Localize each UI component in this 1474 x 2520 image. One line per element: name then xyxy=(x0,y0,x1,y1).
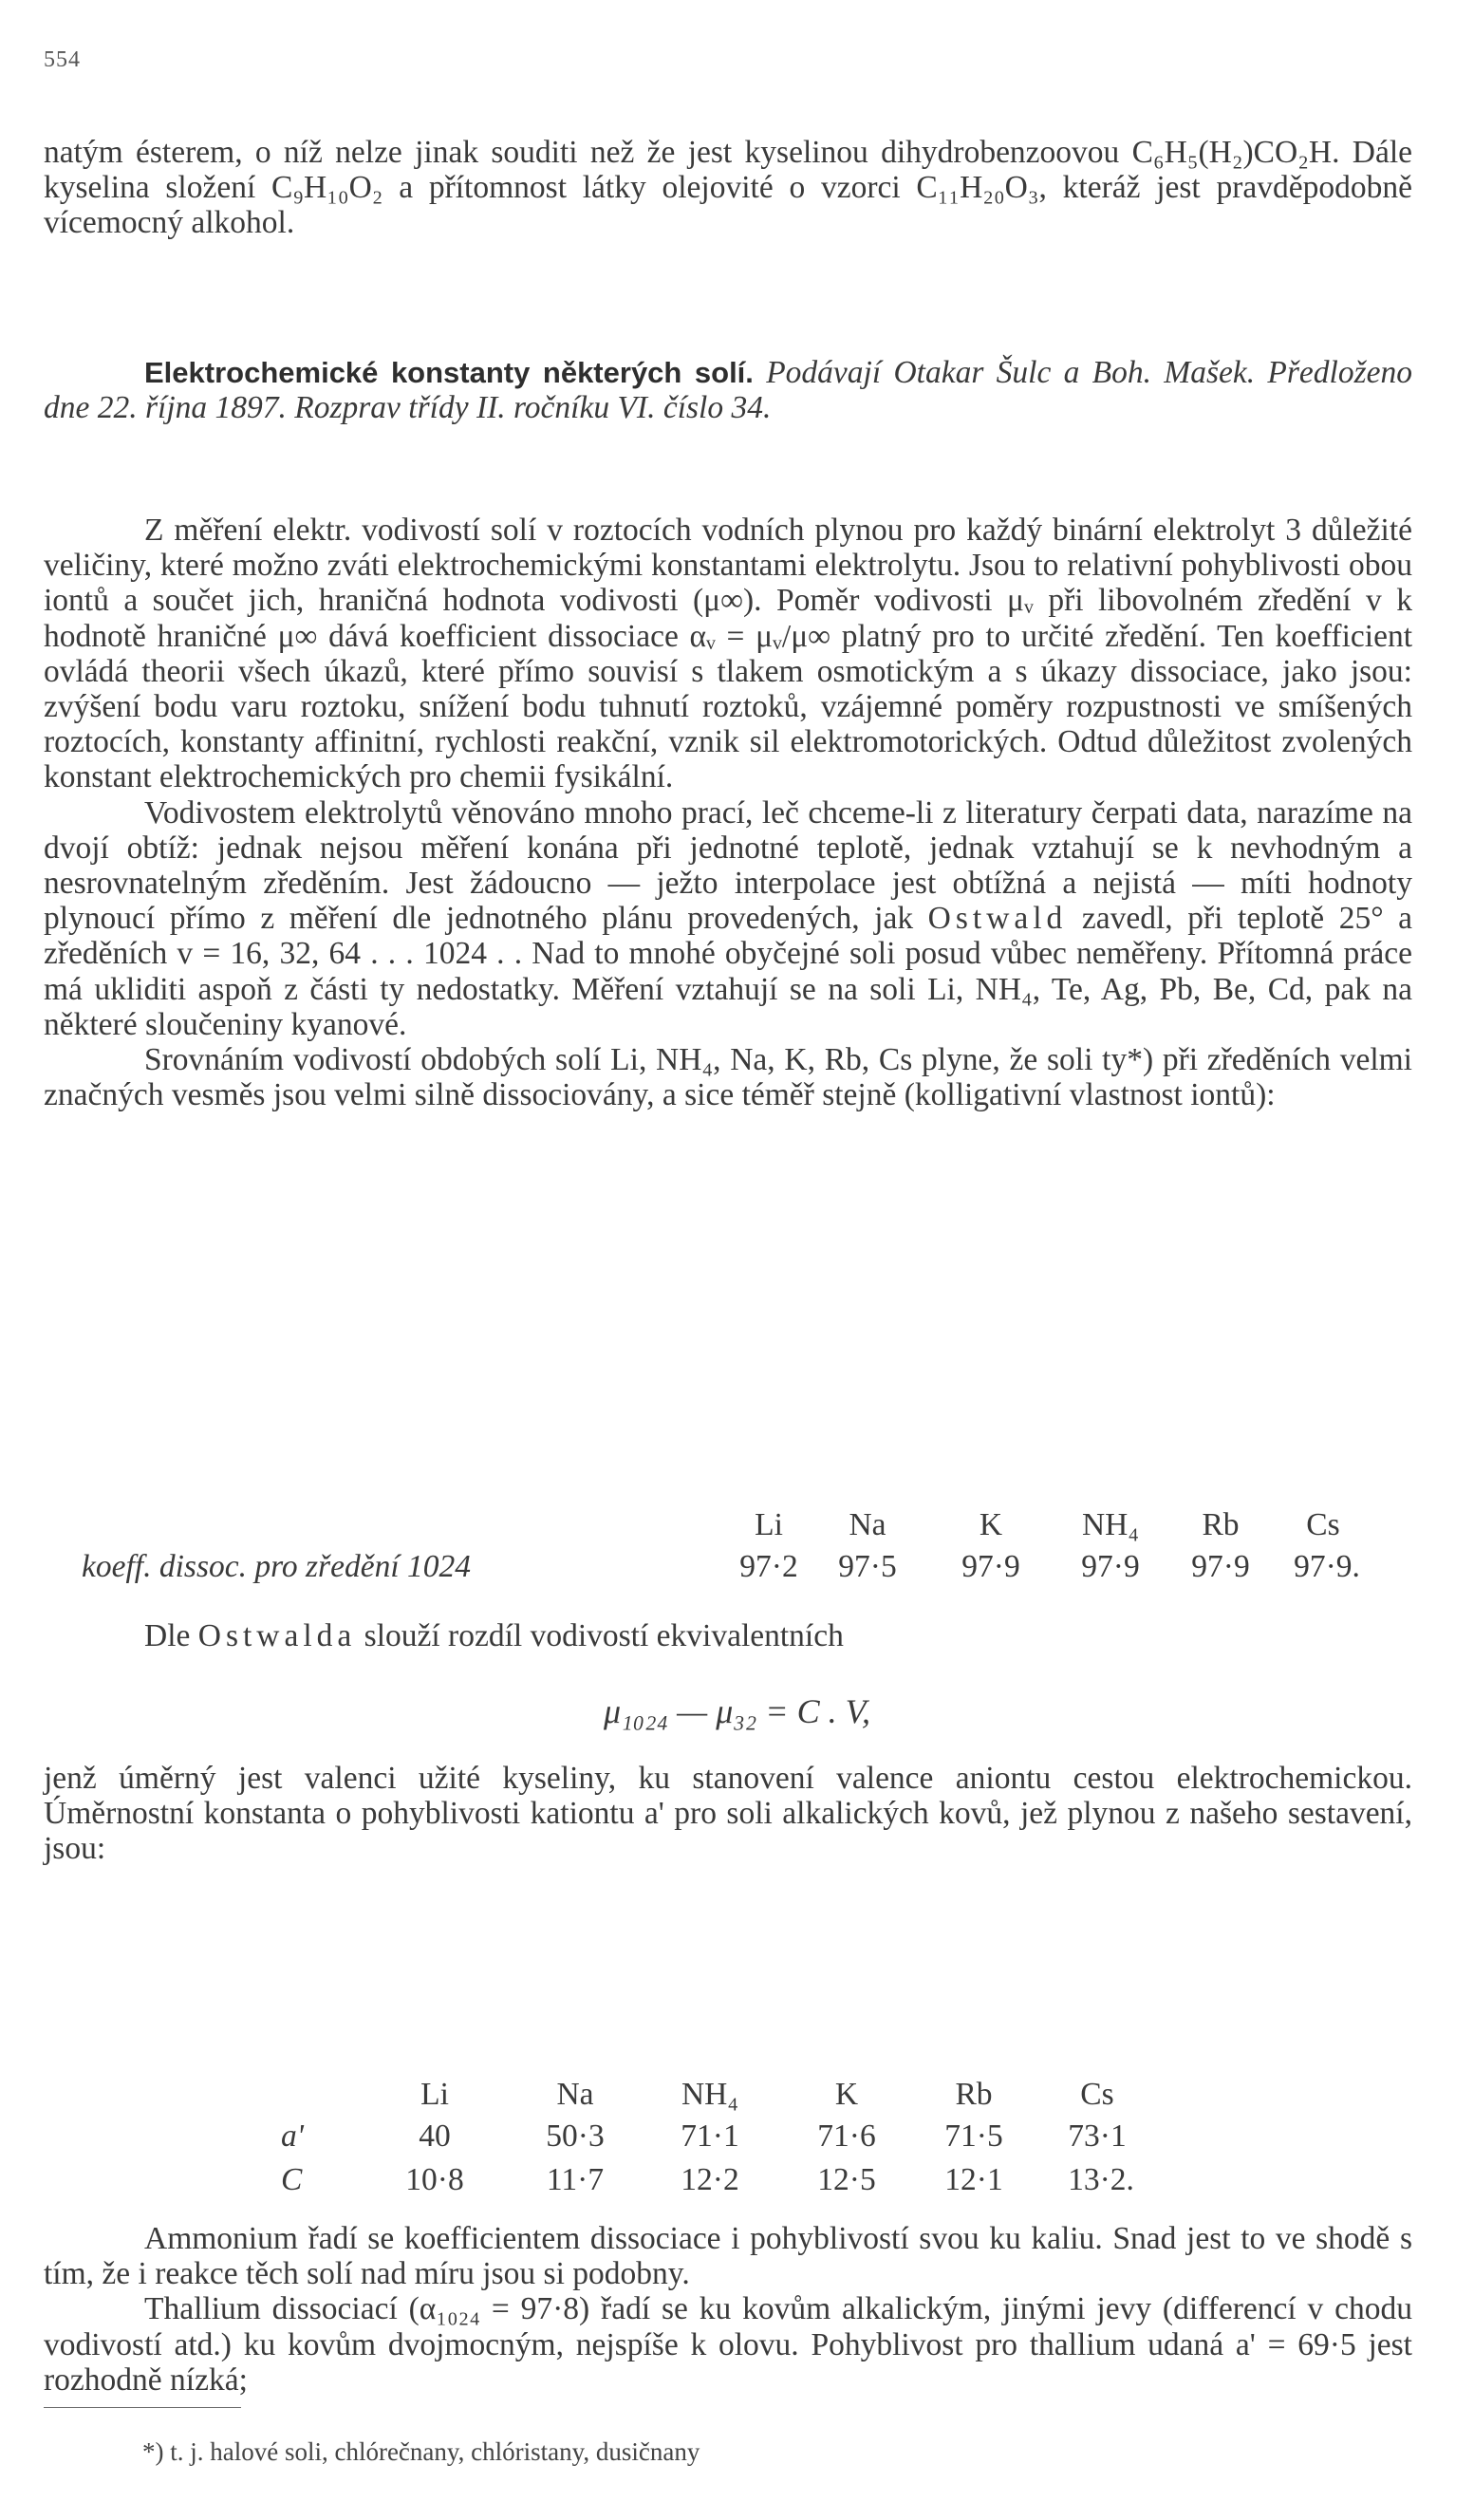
table-cell: 50·3 xyxy=(546,2119,605,2154)
paragraph-literature xyxy=(44,795,1412,1042)
table-row-label: koeff. dissoc. pro zředění 1024 xyxy=(82,1549,472,1584)
table-cell: 12·1 xyxy=(944,2162,1003,2197)
footnote-divider xyxy=(44,2407,241,2408)
paragraph-literature-a: Vodivostem elektrolytů věnováno mnoho prací, leč chceme-li z literatury čerpati data, narazíme na dvojí obtíž: jednak nejsou měření konána při jednotné teplotě, jednak vztahují se k nevhodným a nesrovnatelným zředěním. Jest žádoucno — ježto interpolace jest obtížná a nejistá — míti hodnoty plynoucí přímo z měření dle jednotného plánu provedených, jak xyxy=(44,794,1412,937)
section-heading-text xyxy=(44,355,1412,425)
paragraph-thallium: Thallium dissociací (α₁₀₂₄ = 97·8) řadí se ku kovům alkalickým, jinými jevy (differencí v chodu vodivostí atd.) ku kovům dvojmocným, nejspíše k olovu. Pohyblivost pro thallium udaná a' = 69·5 jest rozhodně nízká; xyxy=(44,2291,1412,2398)
table-cell: 73·1 xyxy=(1068,2119,1127,2154)
article-body xyxy=(44,513,1412,1112)
table-header: NH₄ xyxy=(681,2077,739,2112)
table-header: Cs xyxy=(1080,2077,1114,2112)
author-name-ostwald: Ostwald xyxy=(927,901,1068,937)
mobility-table xyxy=(44,2077,1412,2210)
table-cell: 11·7 xyxy=(546,2162,605,2197)
paragraph-continuation xyxy=(44,135,1412,241)
table-row-label: a' xyxy=(281,2119,304,2154)
table-cell: 13·2. xyxy=(1068,2162,1134,2197)
table-header: Li xyxy=(420,2077,449,2112)
section-title: Elektrochemické konstanty některých solí. xyxy=(144,356,754,389)
paragraph-ostwald xyxy=(44,1618,1412,1653)
table-header: Na xyxy=(556,2077,594,2112)
equation: μ₁₀₂₄ — μ₃₂ = C . V, xyxy=(604,1692,870,1730)
table-cell: 12·2 xyxy=(681,2162,739,2197)
page-number: 554 xyxy=(44,47,81,72)
author-name-ostwalda: Ostwalda xyxy=(197,1618,357,1653)
table-cell: 71·6 xyxy=(817,2119,876,2154)
paragraph-ostwald-b: slouží rozdíl vodivostí ekvivalentních xyxy=(364,1618,844,1653)
table-cell: 97·5 xyxy=(838,1549,897,1584)
paragraph-valence-text: jenž úměrný jest valenci užité kyseliny, ku stanovení valence aniontu cestou elektrochemickou. Úměrnostní konstanta o pohyblivosti kationtu a' pro soli alkalických kovů, jež plynou z našeho sestavení, jsou: xyxy=(44,1761,1412,1867)
table-header: Na xyxy=(849,1507,886,1542)
table-header: K xyxy=(834,2077,859,2112)
paragraph-valence xyxy=(44,1761,1412,1867)
table-cell: 97·9 xyxy=(1081,1549,1140,1584)
table-cell: 12·5 xyxy=(817,2162,876,2197)
table-cell: 97·9 xyxy=(1191,1549,1250,1584)
table-header: K xyxy=(979,1507,1003,1542)
paragraph-literature-b: zavedl, při teplotě 25° a zředěních v = 16, 32, 64 . . . 1024 . . Nad to mnohé obyčejné soli posud vůbec neměřeny. Přítomná práce má ukliditi aspoň z části ty nedostatky. Měření vztahují se na soli Li, NH₄, Te, Ag, Pb, Be, Cd, pak na některé sloučeniny kyanové. xyxy=(44,901,1413,1042)
table-header: NH₄ xyxy=(1081,1507,1140,1542)
paragraph-ostwald-a: Dle xyxy=(144,1618,191,1653)
table-cell: 71·5 xyxy=(944,2119,1003,2154)
table-cell: 97·9 xyxy=(961,1549,1020,1584)
footnote: *) t. j. halové soli, chlórečnany, chlóristany, dusičnany xyxy=(142,2437,700,2466)
table-cell: 40 xyxy=(419,2119,451,2154)
paragraph-comparison: Srovnáním vodivostí obdobých solí Li, NH₄, Na, K, Rb, Cs plyne, že soli ty*) při zředěních velmi značných vesměs jsou velmi silně dissociovány, a sice téměř stejně (kolligativní vlastnost iontů): xyxy=(44,1042,1412,1113)
article-body-continued xyxy=(44,2221,1412,2398)
table-cell: 71·1 xyxy=(681,2119,739,2154)
table-cell: 10·8 xyxy=(405,2162,464,2197)
table-cell: 97·2 xyxy=(739,1549,798,1584)
paragraph-intro: Z měření elektr. vodivostí solí v roztocích vodních plynou pro každý binární elektrolyt 3 důležité veličiny, které možno zváti elektrochemickými konstantami elektrolytu. Jsou to relativní pohyblivosti obou iontů a součet jich, hraničná hodnota vodivosti (μ∞). Poměr vodivosti μᵥ při libovolném zředění v k hodnotě hraničné μ∞ dává koefficient dissociace αᵥ = μᵥ/μ∞ platný pro to určité zředění. Ten koefficient ovládá theorii všech úkazů, které přímo souvisí s tlakem osmotickým a s úkazy dissociace, jako jsou: zvýšení bodu varu roztoku, snížení bodu tuhnutí roztoků, vzájemné poměry rozpustnosti ve smíšených roztocích, konstanty affinitní, rychlosti reakční, vznik sil elektromotorických. Odtud důležitost zvolených konstant elektrochemických pro chemii fysikální. xyxy=(44,513,1412,795)
table-cell: 97·9. xyxy=(1294,1549,1360,1584)
section-meta: Podávají Otakar Šulc a Boh. Mašek. Předloženo dne 22. října 1897. Rozprav třídy II. ročníku VI. číslo 34. xyxy=(44,355,1412,426)
paragraph-text: natým ésterem, o níž nelze jinak souditi než že jest kyselinou dihydrobenzoovou C₆H₅(H₂)CO₂H. Dále kyselina složení C₉H₁₀O₂ a přítomnost látky olejovité o vzorci C₁₁H₂₀O₃, kteráž jest pravděpodobně vícemocný alkohol. xyxy=(44,135,1412,241)
table-header: Cs xyxy=(1306,1507,1340,1542)
dissociation-table xyxy=(44,1507,1412,1593)
section-heading xyxy=(44,355,1412,425)
table-row-label: C xyxy=(281,2162,303,2197)
paragraph-ostwald-text xyxy=(44,1618,1412,1653)
table-header: Li xyxy=(755,1507,783,1542)
table-header: Rb xyxy=(955,2077,993,2112)
paragraph-ammonium: Ammonium řadí se koefficientem dissociace i pohyblivostí svou ku kaliu. Snad jest to ve shodě s tím, že i reakce těch solí nad míru jsou si podobny. xyxy=(44,2221,1412,2292)
table-header: Rb xyxy=(1202,1507,1240,1542)
